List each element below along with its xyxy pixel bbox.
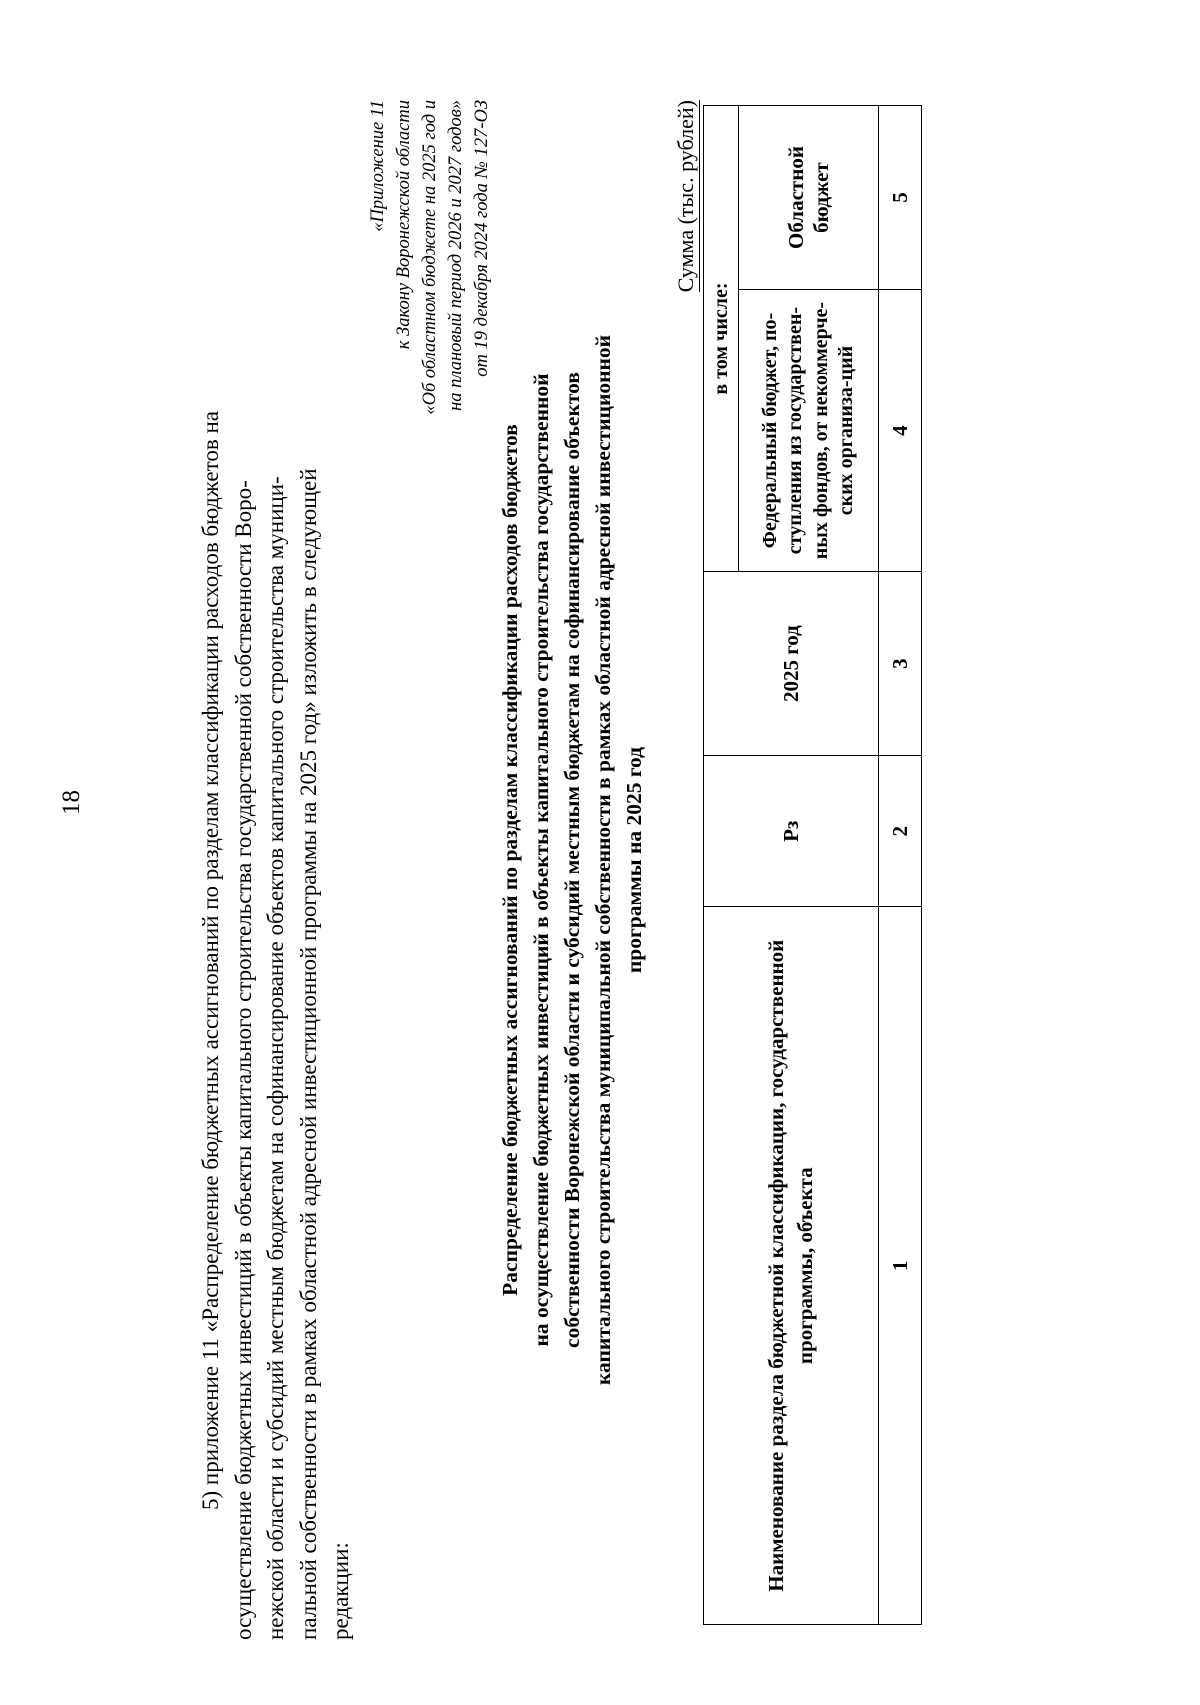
header-rz: Рз — [704, 756, 879, 907]
title-line: капитального строительства муниципальной собственности в рамках областной адресной инвестиционной — [591, 334, 615, 1386]
annex-line: на плановый период 2026 и 2027 годов» — [446, 100, 466, 411]
document-title — [495, 310, 650, 1410]
column-number: 5 — [879, 106, 922, 290]
title-line: на осуществление бюджетных инвестиций в объекты капитального строительства государственной — [529, 373, 553, 1347]
header-year: 2025 год — [704, 572, 879, 756]
units-label: Сумма (тыс. рублей) — [673, 100, 698, 293]
intro-line: редакции: — [328, 1542, 353, 1640]
allocation-table — [703, 105, 922, 1625]
header-regional: Областной бюджет — [739, 106, 879, 290]
intro-paragraph — [195, 100, 358, 1640]
column-number: 1 — [879, 907, 922, 1625]
header-name: Наименование раздела бюджетной классификации, государственной программы, объекта — [704, 907, 879, 1625]
annex-line: от 19 декабря 2024 года № 127-ОЗ — [472, 100, 492, 377]
annex-line: «Приложение 11 — [368, 100, 388, 232]
column-number: 2 — [879, 756, 922, 907]
intro-line: 5) приложение 11 «Распределение бюджетных ассигнований по разделам классификации расходов бюджетов на — [198, 410, 223, 1510]
rotated-sheet — [195, 60, 912, 1640]
page-number: 18 — [58, 790, 85, 815]
title-line: Распределение бюджетных ассигнований по разделам классификации расходов бюджетов — [498, 424, 522, 1296]
header-federal: Федеральный бюджет, по-ступления из государствен-ных фондов, от некоммерче-ских организа-ций — [739, 290, 879, 572]
intro-line: пальной собственности в рамках областной адресной инвестиционной программы на 2025 год» изложить в следующей — [295, 468, 321, 1640]
column-number: 4 — [879, 290, 922, 572]
header-including: в том числе: — [704, 106, 739, 572]
table-header-row — [704, 106, 739, 1625]
column-number: 3 — [879, 572, 922, 756]
intro-line: нежской области и субсидий местным бюджетам на софинансирование объектов капитального строительства муници- — [263, 476, 288, 1640]
annex-reference — [365, 100, 495, 415]
title-line: собственности Воронежской области и субсидий местным бюджетам на софинансирование объектов — [560, 372, 584, 1348]
title-line: программы на 2025 год — [622, 746, 646, 974]
annex-line: «Об областном бюджете на 2025 год и — [420, 100, 440, 415]
table-number-row — [879, 106, 922, 1625]
intro-line: осуществление бюджетных инвестиций в объекты капитального строительства государственной собственности Воро- — [230, 480, 256, 1640]
annex-line: к Закону Воронежской области — [394, 100, 414, 350]
